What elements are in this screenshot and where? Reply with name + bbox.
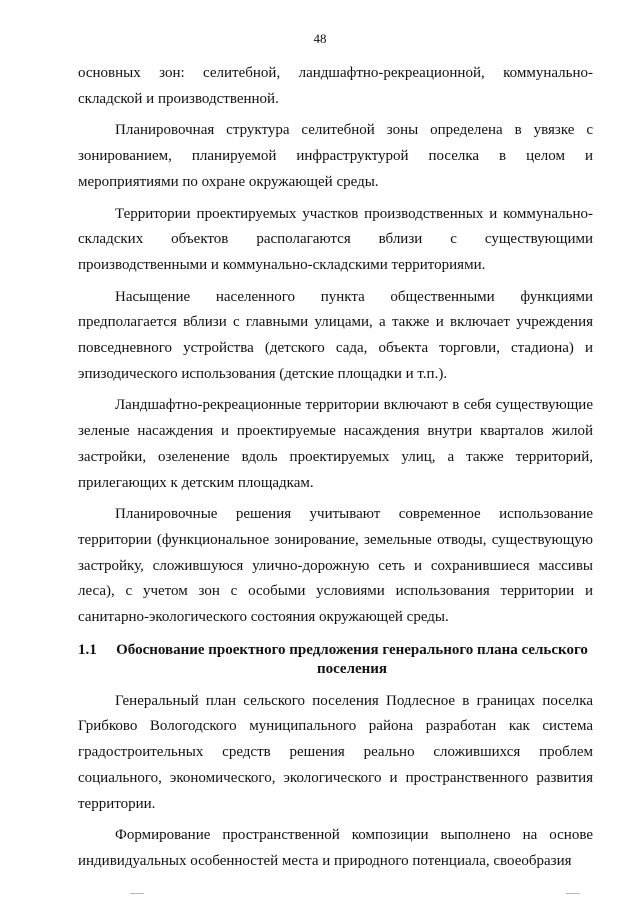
scan-artifact-mark (130, 893, 144, 894)
paragraph: Планировочная структура селитебной зоны определена в увязке с зонированием, планируемой инфраструктурой поселка в целом и мероприятиями по охране окружающей среды. (78, 122, 593, 190)
paragraph: основных зон: селитебной, ландшафтно-рекреационной, коммунально-складской и производственной. (78, 65, 593, 107)
paragraph: Формирование пространственной композиции выполнено на основе индивидуальных особенностей места и природного потенциала, своеобразия (78, 827, 593, 869)
section-heading (78, 641, 593, 679)
document-body (78, 61, 593, 881)
paragraph: Территории проектируемых участков производственных и коммунально-складских объектов располагаются вблизи с существующими производственными и коммунально-складскими территориями. (78, 205, 593, 273)
paragraph: Генеральный план сельского поселения Подлесное в границах поселка Грибково Вологодского муниципального района разработан как система градостроительных средств решения реально сложившихся проблем социального, экономического, экологического и пространственного развития территории. (78, 692, 593, 812)
section-title: Обоснование проектного предложения генерального плана сельского поселения (116, 641, 588, 677)
paragraph: Ландшафтно-рекреационные территории включают в себя существующие зеленые насаждения и проектируемые насаждения внутри кварталов жилой застройки, озеленение вдоль проектируемых улиц, а также территорий, прилегающих к детским площадкам. (78, 397, 593, 491)
paragraph: Насыщение населенного пункта общественными функциями предполагается вблизи с главными улицами, а также и включает учреждения повседневного устройства (детского сада, объекта торговли, стадиона) и эпизодического использования (детские площадки и т.п.). (78, 288, 593, 382)
section-number: 1.1 (78, 641, 97, 658)
scan-artifact-mark (566, 893, 580, 894)
paragraph: Планировочные решения учитывают современное использование территории (функциональное зонирование, земельные отводы, существующую застройку, сложившуюся улично-дорожную сеть и сохранившиеся массивы леса), с учетом зон с особыми условиями использования территории и санитарно-экологического состояния окружающей среды. (78, 506, 593, 626)
page-number: 48 (313, 31, 327, 46)
